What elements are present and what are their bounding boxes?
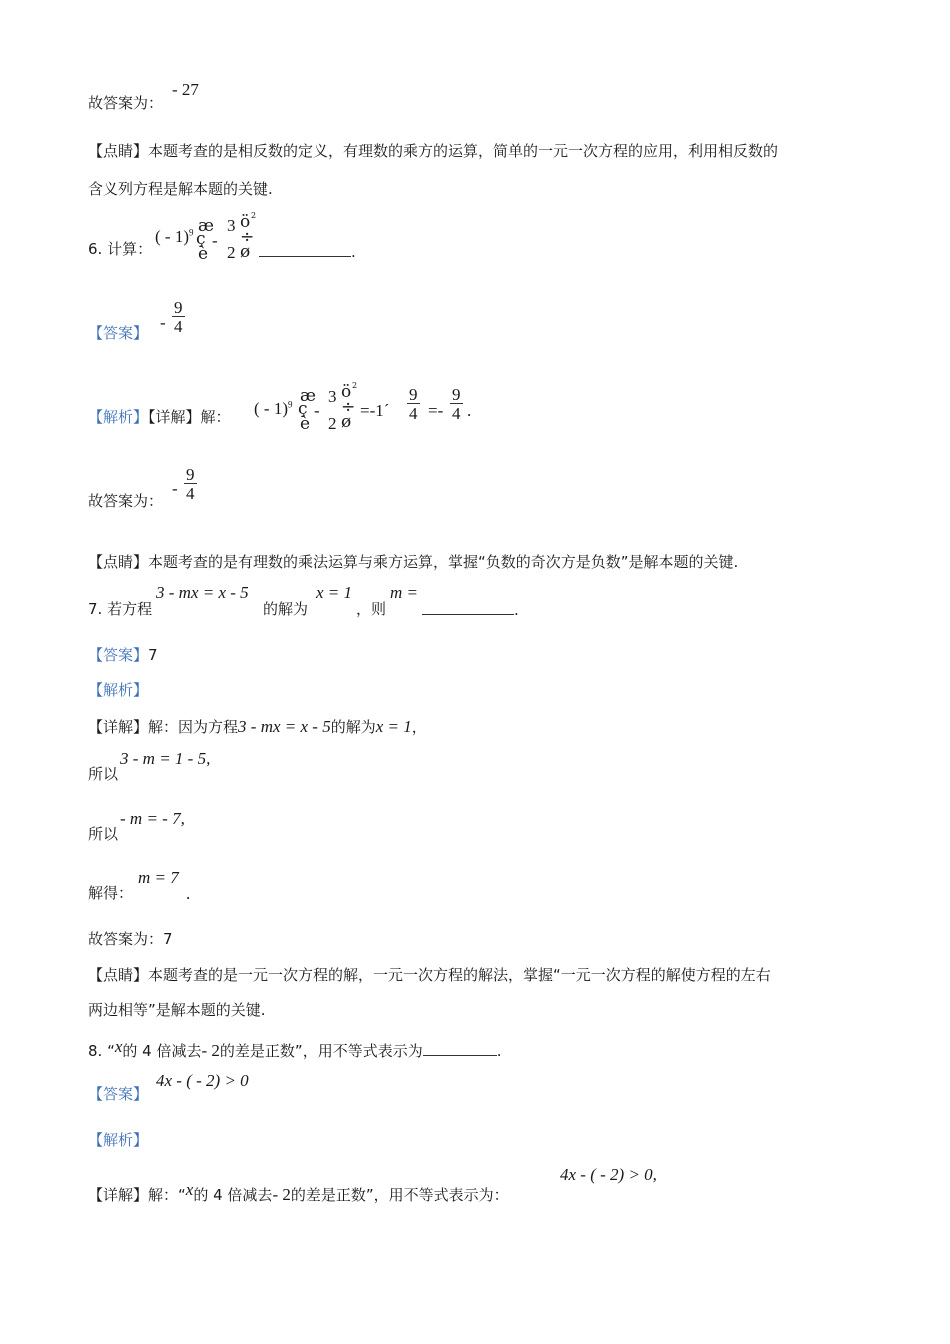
expr-exponent: 9 bbox=[287, 399, 293, 410]
q6-final-prefix: 故答案为： bbox=[88, 492, 164, 510]
blank-end: . bbox=[514, 601, 519, 619]
answer-blank bbox=[423, 1043, 497, 1056]
expr-exponent: 9 bbox=[188, 227, 194, 238]
frac-denominator: 2 bbox=[328, 414, 337, 433]
frac-denominator: 4 bbox=[186, 484, 195, 503]
q7-solve-end: . bbox=[186, 884, 191, 903]
question-variable: x bbox=[114, 1037, 123, 1056]
q8-detail-expr: 4x - ( - 2) > 0, bbox=[560, 1165, 657, 1184]
q7-analysis-label: 【解析】 bbox=[88, 681, 149, 699]
detail-text: 的解为 bbox=[330, 718, 376, 736]
q6-detail-fraction bbox=[328, 388, 337, 432]
frac-numerator: 9 bbox=[174, 298, 183, 317]
q7-so1-expr: 3 - m = 1 - 5, bbox=[120, 749, 211, 768]
garbled-glyph: æ bbox=[300, 386, 316, 406]
q7-number: 7. 若方程 bbox=[88, 600, 153, 618]
garbled-glyph: ø bbox=[240, 242, 251, 262]
comment-text: 本题考查的是一元一次方程的解，一元一次方程的解法，掌握“一元一次方程的解使方程的左右 bbox=[148, 966, 771, 984]
question-number: 8. “ bbox=[88, 1042, 115, 1060]
detail-variable: x bbox=[185, 1180, 194, 1199]
question-value: - 2 bbox=[201, 1041, 220, 1060]
q7-equation: 3 - mx = x - 5 bbox=[156, 583, 249, 602]
comment-label: 【点睛】 bbox=[88, 966, 149, 984]
q7-solve-expr: m = 7 bbox=[138, 868, 179, 887]
garbled-glyph: ÷ bbox=[240, 227, 255, 247]
q6-fraction bbox=[227, 217, 236, 261]
q6-answer-sign: - bbox=[160, 313, 166, 332]
analysis-label: 【解析】 bbox=[88, 408, 149, 426]
q6-final-sign: - bbox=[172, 479, 178, 498]
garbled-glyph: è bbox=[300, 414, 311, 434]
q6-exp2: 2 bbox=[251, 211, 257, 220]
detail-value: - 2 bbox=[272, 1185, 291, 1204]
q7-solution: x = 1 bbox=[316, 583, 353, 602]
q7-m-eq: m = bbox=[390, 583, 418, 602]
q6-final-fraction bbox=[182, 466, 199, 502]
q6-detail-exp2: 2 bbox=[352, 381, 358, 390]
q7-so2-label: 所以 bbox=[88, 825, 119, 843]
frac-numerator: 3 bbox=[227, 216, 236, 235]
q5-answer-prefix: 故答案为： bbox=[88, 94, 164, 112]
q6-minus: - bbox=[212, 231, 218, 250]
expr-base: ( - 1) bbox=[254, 399, 288, 418]
detail-text: ， bbox=[411, 718, 427, 736]
garbled-glyph: ÷ bbox=[341, 397, 356, 417]
q7-blank bbox=[422, 602, 519, 618]
garbled-glyph: æ bbox=[198, 216, 214, 236]
q7-so1-label: 所以 bbox=[88, 765, 119, 783]
q5-answer-value: - 27 bbox=[172, 80, 199, 99]
q8-detail bbox=[88, 1181, 509, 1203]
frac-denominator: 4 bbox=[174, 317, 183, 336]
garbled-glyph: ö bbox=[341, 382, 352, 402]
blank-end: . bbox=[351, 243, 356, 261]
frac-numerator: 9 bbox=[409, 385, 418, 404]
detail-equation: 3 - mx = x - 5 bbox=[238, 717, 331, 736]
q7-comment-line2: 两边相等”是解本题的关键. bbox=[88, 1001, 266, 1019]
detail-text: 的 4 倍减去 bbox=[193, 1186, 273, 1204]
garbled-glyph: è bbox=[198, 244, 209, 264]
comment-label: 【点睛】 bbox=[88, 142, 149, 160]
comment-text: 本题考查的是有理数的乘法运算与乘方运算，掌握“负数的奇次方是负数”是解本题的关键. bbox=[148, 553, 739, 571]
q6-detail-end: . bbox=[467, 401, 472, 420]
answer-blank bbox=[259, 244, 351, 257]
q6-detail-frac2 bbox=[448, 386, 465, 422]
detail-prefix: 解：“ bbox=[148, 1186, 186, 1204]
comment-text: 本题考查的是相反数的定义，有理数的乘方的运算，简单的一元一次方程的应用，利用相反数的 bbox=[148, 142, 779, 160]
q6-analysis bbox=[88, 410, 231, 425]
q5-comment-line2: 含义列方程是解本题的关键. bbox=[88, 180, 273, 198]
answer-blank bbox=[422, 602, 514, 615]
q6-detail-minus: - bbox=[314, 401, 320, 420]
frac-denominator: 2 bbox=[227, 243, 236, 262]
detail-text: 解：因为方程 bbox=[148, 718, 239, 736]
q7-detail-line bbox=[88, 718, 427, 735]
garbled-glyph: ø bbox=[341, 412, 352, 432]
q5-comment bbox=[88, 144, 778, 159]
answer-label: 【答案】 bbox=[88, 646, 149, 664]
q6-detail-frac1 bbox=[405, 386, 422, 422]
frac-numerator: 9 bbox=[452, 385, 461, 404]
garbled-glyph: ç bbox=[298, 399, 308, 419]
detail-label: 【详解】 bbox=[88, 718, 149, 736]
comment-label: 【点睛】 bbox=[88, 553, 149, 571]
q6-answer-label: 【答案】 bbox=[88, 324, 149, 342]
question-text: 的 4 倍减去 bbox=[122, 1042, 202, 1060]
q6-detail-mid: =-1´ bbox=[360, 401, 390, 420]
q8-answer-expr: 4x - ( - 2) > 0 bbox=[156, 1071, 249, 1090]
blank-end: . bbox=[496, 1042, 502, 1060]
detail-label: 【详解】 bbox=[148, 408, 201, 426]
q6-detail-garbled-close bbox=[341, 381, 358, 432]
q8-analysis-label: 【解析】 bbox=[88, 1131, 149, 1149]
q7-final: 故答案为：7 bbox=[88, 930, 173, 948]
q6-comment bbox=[88, 555, 738, 570]
detail-prefix: 解： bbox=[200, 408, 231, 426]
q7-answer bbox=[88, 648, 158, 663]
garbled-glyph: ö bbox=[240, 212, 251, 232]
answer-value: 7 bbox=[148, 646, 158, 664]
expr-base: ( - 1) bbox=[155, 227, 189, 246]
frac-numerator: 9 bbox=[186, 465, 195, 484]
q7-comment bbox=[88, 968, 771, 983]
detail-text: 的差是正数”，用不等式表示为： bbox=[290, 1186, 509, 1204]
q6-number: 6. 计算： bbox=[88, 240, 153, 258]
detail-solution: x = 1 bbox=[375, 717, 412, 736]
q7-solve-label: 解得： bbox=[88, 884, 134, 902]
q6-expression bbox=[155, 228, 193, 245]
garbled-glyph: ç bbox=[196, 229, 206, 249]
q8-question bbox=[88, 1038, 501, 1059]
q6-detail-base bbox=[254, 400, 292, 417]
detail-label: 【详解】 bbox=[88, 1186, 149, 1204]
q7-mid-text: 的解为 bbox=[263, 600, 309, 618]
q7-then-text: ，则 bbox=[356, 600, 387, 618]
q8-answer-label: 【答案】 bbox=[88, 1085, 149, 1103]
q6-garbled-close bbox=[240, 211, 257, 262]
q7-so2-expr: - m = - 7, bbox=[120, 809, 185, 828]
q6-detail-eq: =- bbox=[428, 401, 444, 420]
question-text: 的差是正数”，用不等式表示为 bbox=[219, 1042, 423, 1060]
q6-blank bbox=[259, 244, 356, 260]
frac-denominator: 4 bbox=[409, 404, 418, 423]
frac-numerator: 3 bbox=[328, 387, 337, 406]
q6-answer-fraction bbox=[170, 299, 187, 335]
frac-denominator: 4 bbox=[452, 404, 461, 423]
